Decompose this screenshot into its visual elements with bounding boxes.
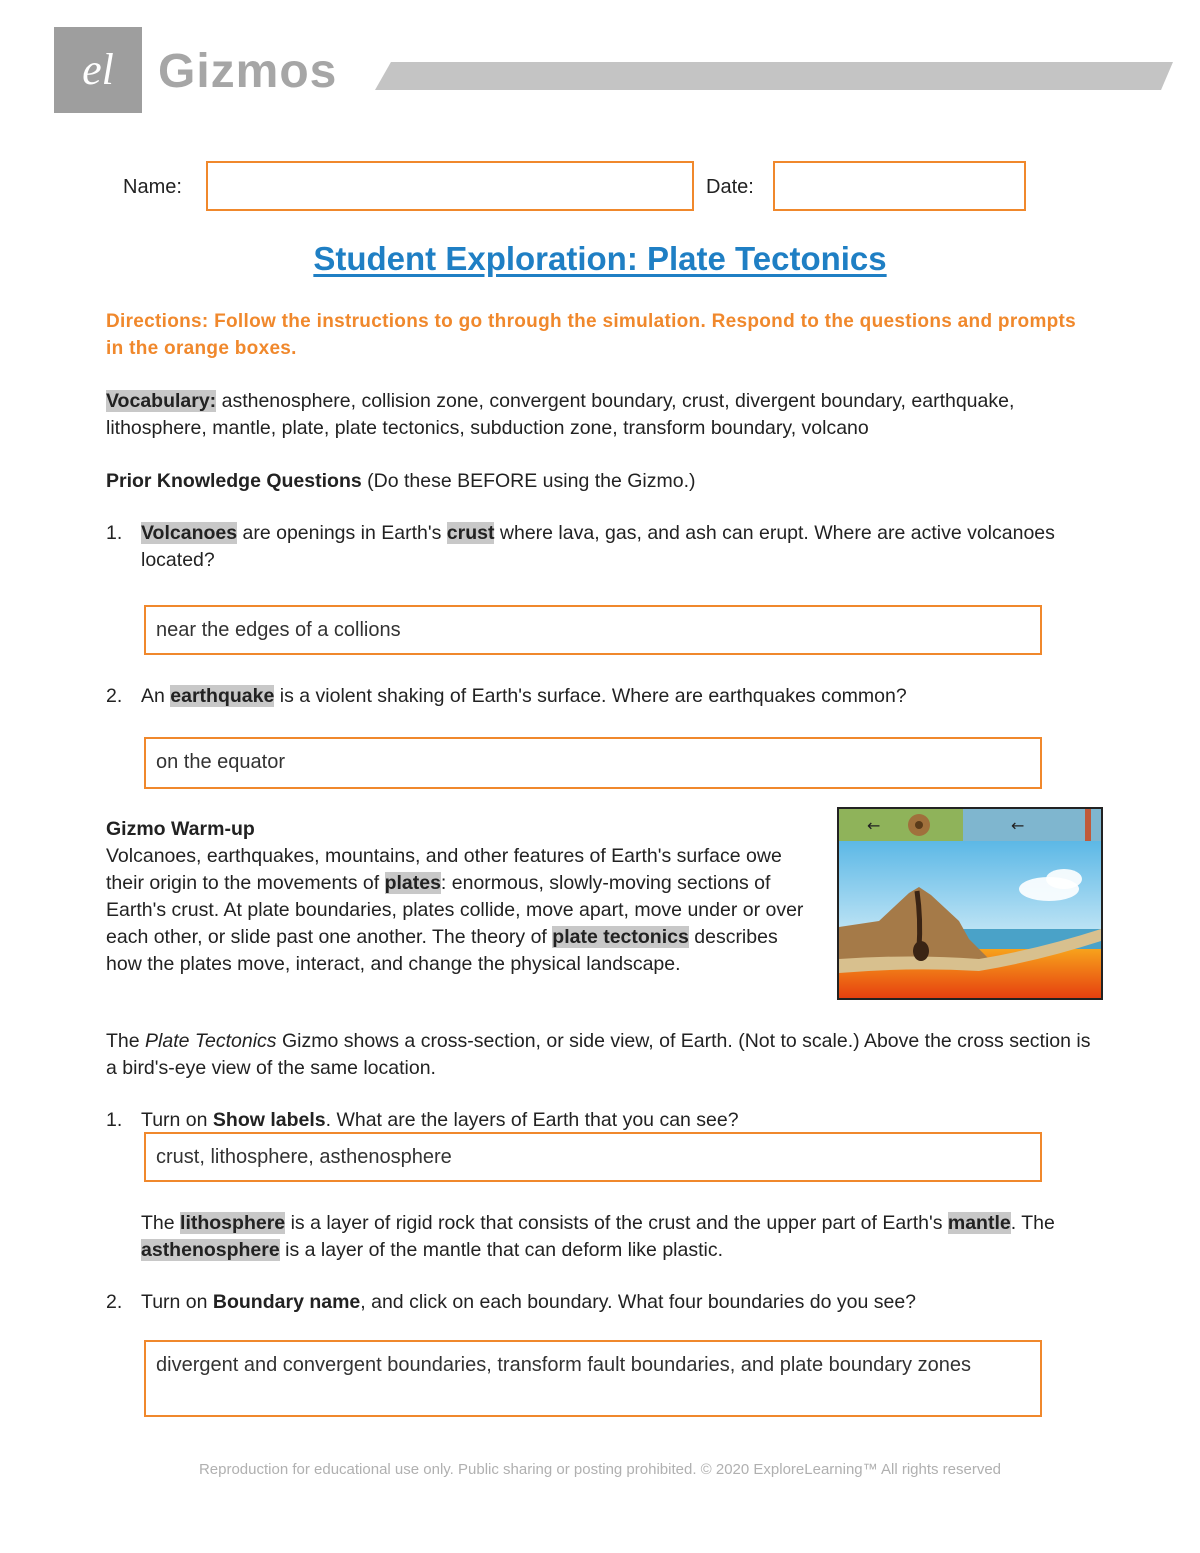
warmup-paragraph [106, 843, 818, 978]
question-text: are openings in Earth's [242, 522, 442, 544]
question-text: is a violent shaking of Earth's surface. Where are earthquakes common? [279, 685, 907, 707]
prior-knowledge-title: Prior Knowledge Questions [106, 470, 362, 492]
header-bar [375, 62, 1173, 90]
warmup-text: : enormous, slowly-moving sections of Earth's crust. At plate boundaries, plates collide, move apart, move under or over each other, or slide past one another. The theory of [106, 872, 804, 948]
name-value [208, 163, 692, 183]
answer-text: near the edges of a collions [156, 619, 401, 641]
birds-eye-ocean [963, 809, 1101, 841]
arrow-left-icon: ← [867, 816, 881, 835]
term-earthquake: earthquake [170, 685, 275, 707]
term-plate-tectonics: plate tectonics [552, 926, 689, 948]
date-value [775, 163, 1024, 183]
gizmo-name: Plate Tectonics [145, 1030, 277, 1052]
question-2 [141, 683, 1081, 710]
term-plates: plates [384, 872, 441, 894]
answer-box-1[interactable] [144, 605, 1042, 655]
question-text: An [141, 685, 165, 707]
directions: Directions: Follow the instructions to go through the simulation. Respond to the questions and prompts in the orange boxes. [106, 311, 1077, 359]
date-field[interactable] [773, 161, 1026, 211]
paragraph-text: is a layer of the mantle that can deform like plastic. [285, 1239, 724, 1261]
answer-text: on the equator [156, 751, 285, 773]
lithosphere-paragraph [141, 1210, 1061, 1264]
question-number: 2. [106, 1291, 123, 1313]
question-number: 1. [106, 1109, 123, 1131]
boundary-name-term: Boundary name [212, 1291, 361, 1313]
question-text: , and click on each boundary. What four boundaries do you see? [360, 1291, 917, 1313]
warmup-text: Volcanoes, earthquakes, mountains, and other features of Earth's surface owe their origin to the movements of [106, 845, 782, 894]
paragraph-text: The [141, 1212, 175, 1234]
prior-knowledge-heading [106, 468, 1096, 495]
answer-text: crust, lithosphere, asthenosphere [156, 1146, 452, 1168]
question-text: Turn on [141, 1291, 208, 1313]
term-mantle: mantle [947, 1212, 1011, 1234]
answer-text: divergent and convergent boundaries, transform fault boundaries, and plate boundary zones [156, 1354, 971, 1376]
explorelearning-logo-icon: el [82, 45, 114, 94]
question-number: 1. [106, 522, 123, 544]
question-1 [141, 520, 1081, 574]
question-text: Turn on [141, 1109, 208, 1131]
name-field[interactable] [206, 161, 694, 211]
paragraph-text: . The [1010, 1212, 1055, 1234]
vocabulary-label: Vocabulary: [106, 390, 217, 412]
show-labels-term: Show labels [212, 1109, 326, 1131]
date-label: Date: [706, 176, 754, 198]
answer-box-2[interactable] [144, 737, 1042, 789]
question-show-labels [141, 1107, 1081, 1134]
footer-copyright: Reproduction for educational use only. Public sharing or posting prohibited. © 2020 ExploreLearning™ All rights reserved [198, 1461, 1002, 1478]
term-volcanoes: Volcanoes [141, 522, 238, 544]
cross-section-illustration [839, 809, 1101, 998]
brand-name: Gizmos [158, 45, 338, 98]
question-boundary-name [141, 1289, 1081, 1316]
page-title: Student Exploration: Plate Tectonics [313, 240, 887, 277]
term-crust: crust [446, 522, 495, 544]
prior-knowledge-note: (Do these BEFORE using the Gizmo.) [367, 470, 696, 492]
birds-eye-land [839, 809, 963, 841]
question-number: 2. [106, 685, 123, 707]
paragraph-text: is a layer of rigid rock that consists of the crust and the upper part of Earth's [290, 1212, 943, 1234]
vocabulary-terms: asthenosphere, collision zone, convergent boundary, crust, divergent boundary, earthquake, lithosphere, mantle, plate, plate tectonics, subduction zone, transform boundary, volcano [106, 390, 1015, 439]
answer-box-3[interactable] [144, 1132, 1042, 1182]
description-text: Gizmo shows a cross-section, or side view, of Earth. (Not to scale.) Above the cross section is a bird's-eye view of the same location. [106, 1030, 1091, 1079]
term-lithosphere: lithosphere [180, 1212, 286, 1234]
answer-box-4[interactable] [144, 1340, 1042, 1417]
term-asthenosphere: asthenosphere [141, 1239, 280, 1261]
plate-tectonics-figure [837, 807, 1103, 1000]
name-label: Name: [123, 176, 182, 198]
gizmo-description [106, 1028, 1096, 1082]
warmup-heading: Gizmo Warm-up [106, 818, 255, 840]
question-text: . What are the layers of Earth that you can see? [325, 1109, 739, 1131]
question-text: where lava, gas, and ash can erupt. Where are active volcanoes located? [141, 522, 1055, 571]
vocabulary [106, 388, 1096, 442]
description-text: The [106, 1030, 140, 1052]
warmup-text: describes how the plates move, interact, and change the physical landscape. [106, 926, 778, 975]
arrow-left-icon: ← [1011, 816, 1025, 835]
